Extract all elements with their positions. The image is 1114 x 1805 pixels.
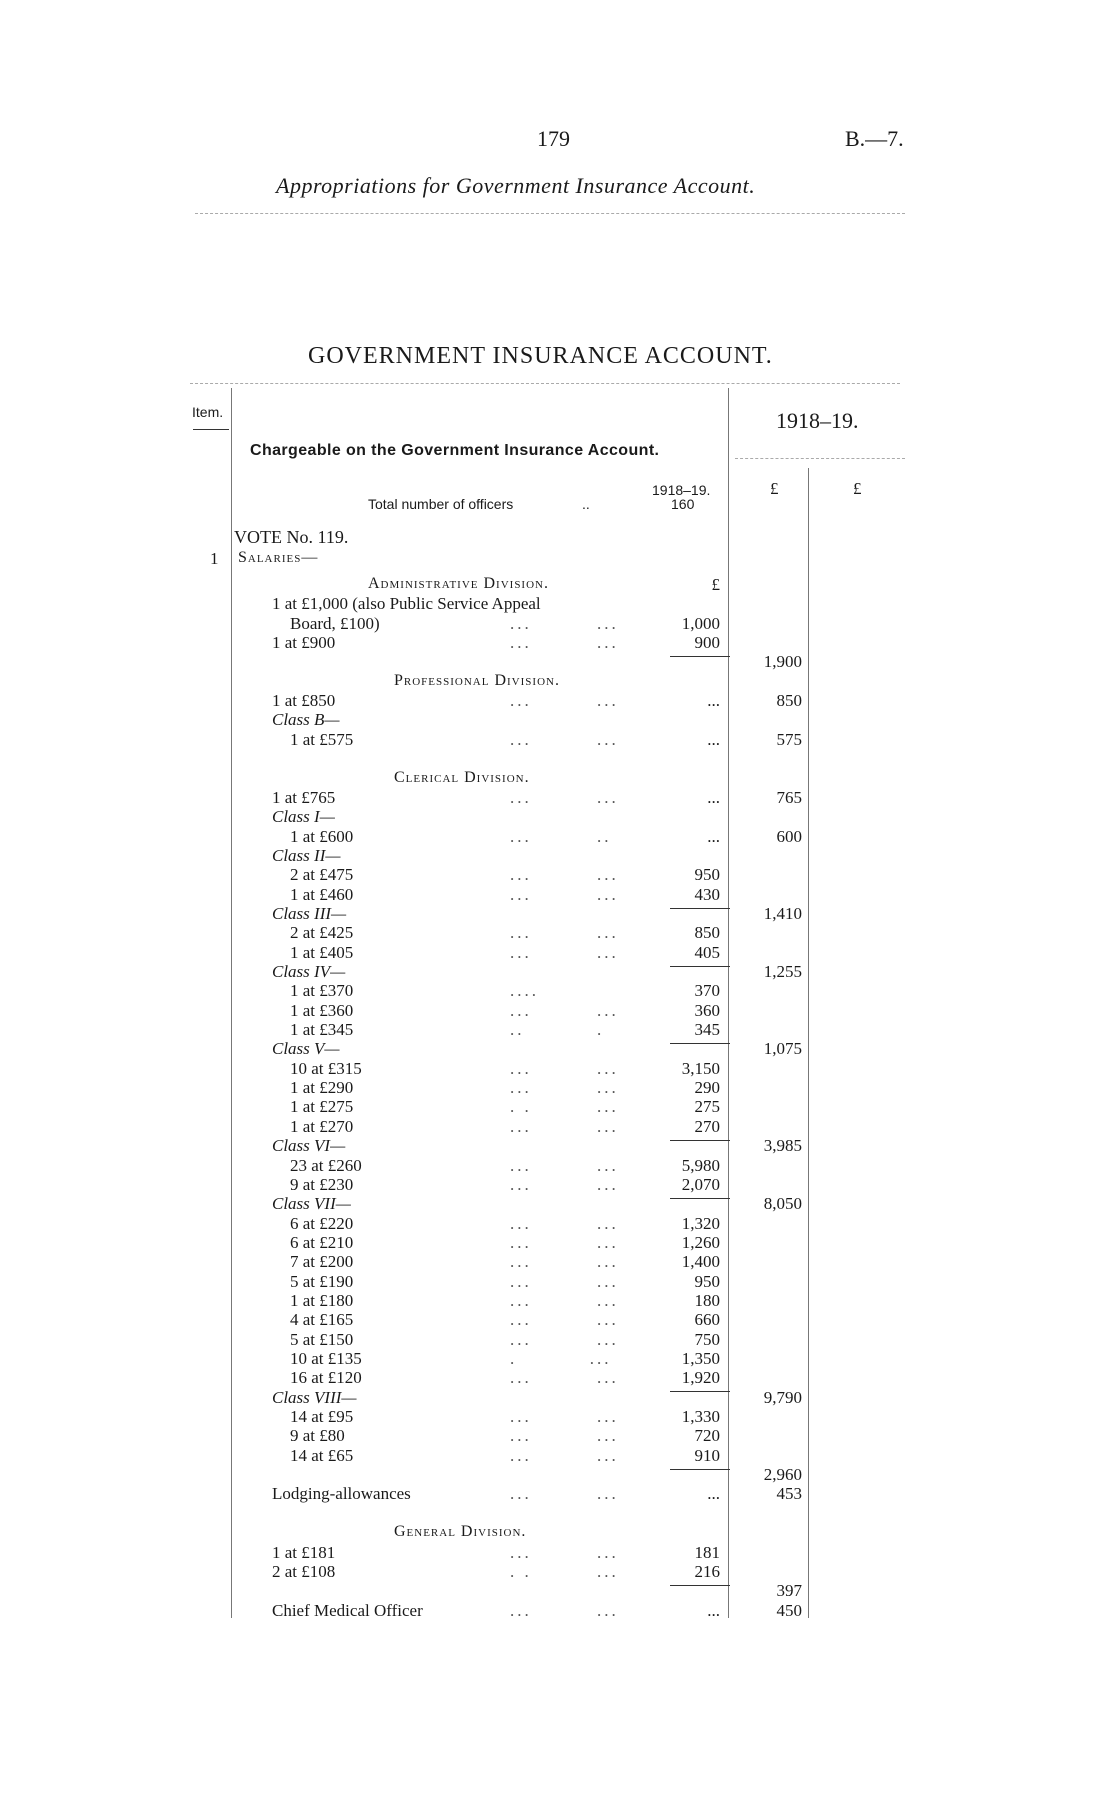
row-label: Professional Division. [394,672,560,689]
row-label: 2 at £475 [290,865,354,884]
table-row [0,1175,1114,1195]
table-row [0,1601,1114,1621]
row-label: 6 at £220 [290,1214,354,1233]
row-label: 9 at £80 [290,1426,345,1445]
leader-dots: ... ... [510,633,619,652]
row-label: 2 at £425 [290,923,354,942]
leader-dots: ... ... [510,1426,619,1445]
officers-dots: .. [582,496,590,512]
vote-number: VOTE No. 119. [234,527,349,547]
leader-dots: ... ... [510,691,619,710]
table-row [0,614,1114,634]
leader-dots: ... ... [510,1446,619,1465]
row-label: 1 at £575 [290,730,354,749]
subtotal-cell: 275 [694,1097,720,1116]
subtotal-cell: 5,980 [681,1156,720,1175]
subtotal-cell: 1,350 [681,1349,720,1368]
leader-dots: ... ... [510,865,619,884]
table-row [0,1291,1114,1311]
table-row [0,1059,1114,1079]
table-row [0,633,1114,653]
table-row [0,1562,1114,1582]
table-row [0,1484,1114,1504]
row-label: Class V— [272,1039,340,1058]
leader-dots: ... ... [510,1078,619,1097]
pound-sign-total: £ [770,479,779,498]
year-heading: 1918–19. [776,408,859,433]
subtotal-cell: 290 [694,1078,720,1097]
table-row [0,1330,1114,1350]
table-row [0,710,1114,730]
subtotal-cell: 1,260 [681,1233,720,1252]
subtotal-cell: ... [707,788,720,807]
table-row [0,575,1114,595]
row-label: 5 at £150 [290,1330,354,1349]
subtotal-cell: ... [707,691,720,710]
subtotal-cell: 1,400 [681,1252,720,1271]
total-cell: 1,900 [763,652,802,671]
table-row [0,1407,1114,1427]
leader-dots: ... ... [510,1330,619,1349]
table-row [0,981,1114,1001]
table-row [0,1368,1114,1388]
item-column-label: Item. [192,404,224,420]
header-divider [195,213,905,214]
table-row [0,1194,1114,1214]
subtotal-cell: 1,330 [681,1407,720,1426]
table-row [0,594,1114,614]
leader-dots: ... ... [510,730,619,749]
total-cell: 8,050 [763,1194,802,1213]
row-label: 5 at £190 [290,1272,354,1291]
row-label: General Division. [394,1523,527,1540]
leader-dots: .. . [510,1020,605,1039]
table-row [0,691,1114,711]
row-label: 6 at £210 [290,1233,354,1252]
subtotal-cell: 216 [694,1562,720,1581]
table-row [0,1349,1114,1369]
subtotal-cell: 180 [694,1291,720,1310]
row-label: Class III— [272,904,347,923]
table-row [0,788,1114,808]
leader-dots: ... ... [510,1175,619,1194]
row-label: Class I— [272,807,335,826]
table-row [0,730,1114,750]
leader-dots: .... [510,981,539,1000]
row-label: 1 at £405 [290,943,354,962]
leader-dots: ... .. [510,827,612,846]
row-label: 1 at £290 [290,1078,354,1097]
leader-dots: ... ... [510,1214,619,1233]
row-label: 1 at £360 [290,1001,354,1020]
row-label: 14 at £95 [290,1407,354,1426]
table-row [0,962,1114,982]
row-label: 1 at £460 [290,885,354,904]
subtotal-cell: 345 [694,1020,720,1039]
row-label: Class II— [272,846,341,865]
table-row [0,1136,1114,1156]
row-label: Lodging-allowances [272,1484,411,1503]
table-row [0,1156,1114,1176]
subtotal-cell: 950 [694,1272,720,1291]
table-row [0,1581,1114,1601]
leader-dots: ... ... [510,1233,619,1252]
subtotal-cell: 405 [694,943,720,962]
row-label: 14 at £65 [290,1446,354,1465]
row-label: Class B— [272,710,340,729]
subtotal-cell: 750 [694,1330,720,1349]
leader-dots: . . ... [510,1097,619,1116]
officers-count: 160 [671,496,695,512]
leader-dots: ... ... [510,885,619,904]
row-label: 1 at £765 [272,788,336,807]
row-label: 4 at £165 [290,1310,354,1329]
leader-dots: ... ... [510,1001,619,1020]
table-row [0,1214,1114,1234]
row-label: Class IV— [272,962,346,981]
total-cell: 575 [776,730,802,749]
table-row [0,1310,1114,1330]
total-cell: 450 [776,1601,802,1620]
leader-dots: ... ... [510,1601,619,1620]
subtotal-cell: 181 [694,1543,720,1562]
table-row [0,904,1114,924]
leader-dots: ... ... [510,1310,619,1329]
table-row [0,1233,1114,1253]
row-label: 1 at £370 [290,981,354,1000]
leader-dots: . . ... [510,1562,619,1581]
row-label: 1 at £270 [290,1117,354,1136]
item-number: 1 [210,549,219,568]
row-label: 1 at £850 [272,691,336,710]
row-label: 23 at £260 [290,1156,362,1175]
table-row [0,1504,1114,1524]
item-underline [193,429,229,430]
total-cell: 397 [776,1581,802,1600]
subtotal-cell: 1,320 [681,1214,720,1233]
row-label: Administrative Division. [368,575,549,592]
leader-dots: ... ... [510,1291,619,1310]
page-reference: B.—7. [845,126,904,151]
row-label: 1 at £1,000 (also Public Service Appeal [272,594,541,613]
table-row [0,672,1114,692]
row-label: Board, £100) [290,614,380,633]
officers-label: Total number of officers [368,496,514,512]
row-label: 2 at £108 [272,1562,336,1581]
table-row [0,769,1114,789]
table-row [0,846,1114,866]
row-label: 1 at £275 [290,1097,354,1116]
page-number: 179 [537,126,570,151]
subtotal-cell: 720 [694,1426,720,1445]
leader-dots: ... ... [510,1368,619,1387]
row-label: Class VIII— [272,1388,357,1407]
leader-dots: ... ... [510,1117,619,1136]
page-title: GOVERNMENT INSURANCE ACCOUNT. [308,343,773,369]
row-label: Chief Medical Officer [272,1601,423,1620]
total-cell: 9,790 [763,1388,802,1407]
leader-dots: ... ... [510,788,619,807]
table-row [0,1117,1114,1137]
subtotal-cell: ... [707,730,720,749]
table-row [0,1020,1114,1040]
total-cell: 3,985 [763,1136,802,1155]
table-row [0,749,1114,769]
row-label: Class VI— [272,1136,346,1155]
table-row [0,652,1114,672]
row-label: Class VII— [272,1194,351,1213]
leader-dots: ... ... [510,1156,619,1175]
row-label: 1 at £600 [290,827,354,846]
subtotal-cell: 270 [694,1117,720,1136]
subtotal-cell: £ [711,575,720,594]
subtotal-cell: 360 [694,1001,720,1020]
table-row [0,807,1114,827]
subtotal-cell: ... [707,1484,720,1503]
total-cell: 600 [776,827,802,846]
leader-dots: ... ... [510,1252,619,1271]
leader-dots: . ... [510,1349,612,1368]
leader-dots: ... ... [510,1059,619,1078]
row-label: 16 at £120 [290,1368,362,1387]
table-row [0,1001,1114,1021]
table-row [0,1097,1114,1117]
table-row [0,1252,1114,1272]
title-divider [190,383,900,384]
table-row [0,1543,1114,1563]
table-row [0,885,1114,905]
row-label: 1 at £900 [272,633,336,652]
subtotal-cell: 910 [694,1446,720,1465]
subtotal-cell: 1,920 [681,1368,720,1387]
leader-dots: ... ... [510,943,619,962]
leader-dots: ... ... [510,1407,619,1426]
leader-dots: ... ... [510,614,619,633]
row-label: 1 at £345 [290,1020,354,1039]
salaries-heading: Salaries— [238,549,319,566]
subtotal-cell: 2,070 [681,1175,720,1194]
row-label: 9 at £230 [290,1175,354,1194]
subtotal-cell: 430 [694,885,720,904]
leader-dots: ... ... [510,1543,619,1562]
row-label: 10 at £135 [290,1349,362,1368]
subtotal-cell: ... [707,1601,720,1620]
pound-sign-grand: £ [853,479,862,498]
row-label: Clerical Division. [394,769,530,786]
subtotal-cell: 660 [694,1310,720,1329]
table-row [0,1523,1114,1543]
table-row [0,1465,1114,1485]
table-row [0,1078,1114,1098]
total-cell: 765 [776,788,802,807]
leader-dots: ... ... [510,1484,619,1503]
table-row [0,943,1114,963]
subtotal-cell: ... [707,827,720,846]
total-cell: 850 [776,691,802,710]
leader-dots: ... ... [510,1272,619,1291]
table-row [0,865,1114,885]
year-divider [735,458,905,459]
table-row [0,827,1114,847]
table-row [0,1272,1114,1292]
row-label: 1 at £180 [290,1291,354,1310]
chargeable-heading: Chargeable on the Government Insurance Account. [250,442,660,459]
table-row [0,1039,1114,1059]
subtotal-cell: 370 [694,981,720,1000]
subtotal-cell: 950 [694,865,720,884]
table-row [0,1446,1114,1466]
total-cell: 2,960 [763,1465,802,1484]
sub-year-label: 1918–19. [652,482,711,498]
leader-dots: ... ... [510,923,619,942]
total-cell: 1,075 [763,1039,802,1058]
row-label: 10 at £315 [290,1059,362,1078]
total-cell: 1,410 [763,904,802,923]
table-row [0,1426,1114,1446]
subtotal-cell: 3,150 [681,1059,720,1078]
total-cell: 453 [776,1484,802,1503]
total-cell: 1,255 [763,962,802,981]
subtotal-cell: 850 [694,923,720,942]
table-row [0,1388,1114,1408]
subtotal-cell: 1,000 [681,614,720,633]
row-label: 7 at £200 [290,1252,354,1271]
page-subtitle: Appropriations for Government Insurance Account. [276,173,756,198]
row-label: 1 at £181 [272,1543,336,1562]
table-row [0,923,1114,943]
subtotal-cell: 900 [694,633,720,652]
